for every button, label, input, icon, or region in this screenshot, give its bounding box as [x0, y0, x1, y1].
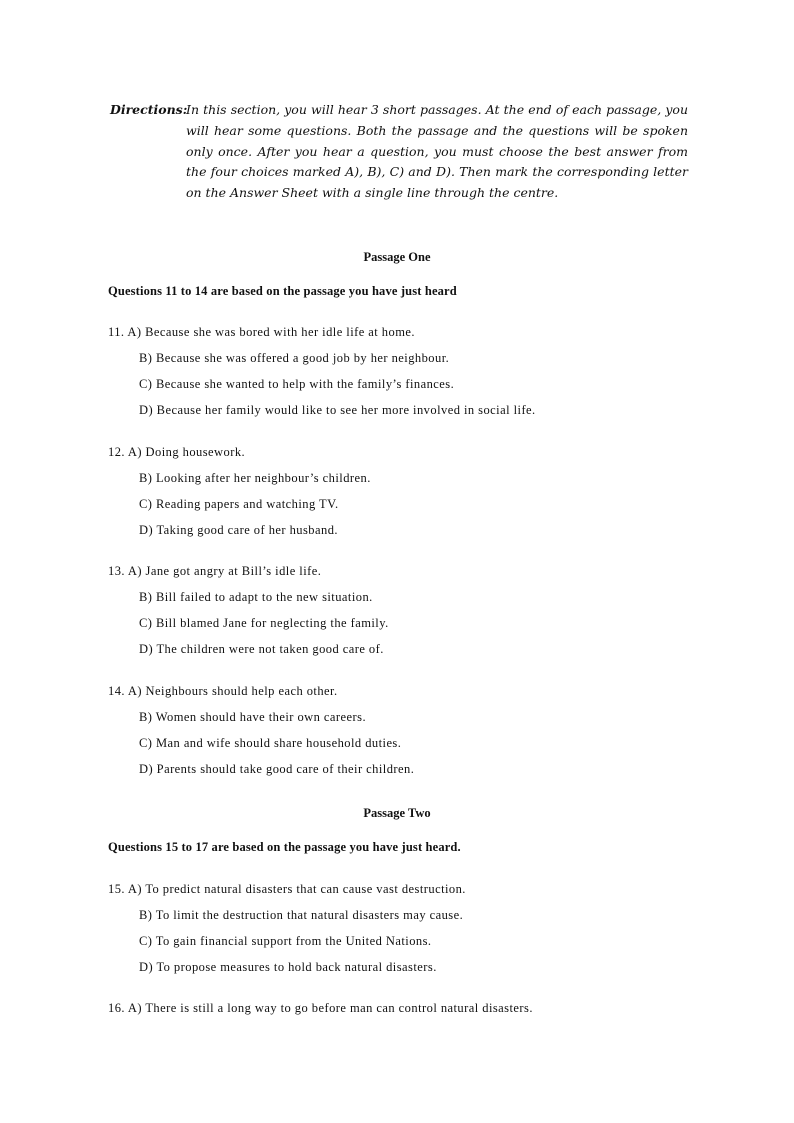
- question-11-number: 11.: [108, 325, 125, 339]
- question-13-option-d: D) The children were not taken good care of.: [139, 642, 384, 656]
- question-12-option-d: D) Taking good care of her husband.: [139, 523, 338, 537]
- question-11-option-d: D) Because her family would like to see her more involved in social life.: [139, 403, 536, 417]
- question-15-option-c: C) To gain financial support from the United Nations.: [139, 934, 432, 948]
- passage-one-instruction: Questions 11 to 14 are based on the passage you have just heard: [108, 284, 457, 298]
- directions-block: [110, 100, 688, 204]
- question-12-option-a: [108, 445, 245, 460]
- question-13-option-b: B) Bill failed to adapt to the new situation.: [139, 590, 373, 604]
- passage-one-title: Passage One: [363, 250, 431, 264]
- question-15-number: 15.: [108, 882, 125, 896]
- question-12-number: 12.: [108, 445, 125, 459]
- directions-text: In this section, you will hear 3 short passages. At the end of each passage, you will hear some questions. Both the passage and the questions will be spoken only once. After you hear a question, you must choose the best answer from the four choices marked A), B), C) and D). Then mark the corresponding letter on the Answer Sheet with a single line through the centre.: [186, 102, 688, 201]
- passage-two-instruction: Questions 15 to 17 are based on the passage you have just heard.: [108, 840, 461, 854]
- option-text: A) Doing housework.: [127, 445, 246, 459]
- question-14-option-d: D) Parents should take good care of their children.: [139, 762, 415, 776]
- question-16-number: 16.: [108, 1001, 125, 1015]
- question-14-option-b: B) Women should have their own careers.: [139, 710, 367, 724]
- question-12-option-b: B) Looking after her neighbour’s children.: [139, 471, 371, 485]
- question-12-option-c: C) Reading papers and watching TV.: [139, 497, 339, 511]
- question-13-number: 13.: [108, 564, 125, 578]
- directions-label: Directions:: [110, 102, 188, 117]
- question-14-option-a: [108, 684, 338, 699]
- question-16-option-a: [108, 1001, 533, 1016]
- question-13-option-c: C) Bill blamed Jane for neglecting the family.: [139, 616, 389, 630]
- question-11-option-b: B) Because she was offered a good job by her neighbour.: [139, 351, 450, 365]
- option-text: A) Because she was bored with her idle life at home.: [127, 325, 415, 339]
- question-11-option-a: [108, 325, 415, 340]
- option-text: A) To predict natural disasters that can cause vast destruction.: [127, 882, 466, 896]
- question-14-option-c: C) Man and wife should share household duties.: [139, 736, 402, 750]
- question-14-number: 14.: [108, 684, 125, 698]
- question-15-option-b: B) To limit the destruction that natural disasters may cause.: [139, 908, 464, 922]
- question-15-option-d: D) To propose measures to hold back natural disasters.: [139, 960, 437, 974]
- option-text: A) Jane got angry at Bill’s idle life.: [127, 564, 322, 578]
- question-11-option-c: C) Because she wanted to help with the family’s finances.: [139, 377, 455, 391]
- passage-two-title: Passage Two: [363, 806, 431, 820]
- option-text: A) There is still a long way to go before man can control natural disasters.: [127, 1001, 533, 1015]
- option-text: A) Neighbours should help each other.: [127, 684, 338, 698]
- question-15-option-a: [108, 882, 466, 897]
- question-13-option-a: [108, 564, 321, 579]
